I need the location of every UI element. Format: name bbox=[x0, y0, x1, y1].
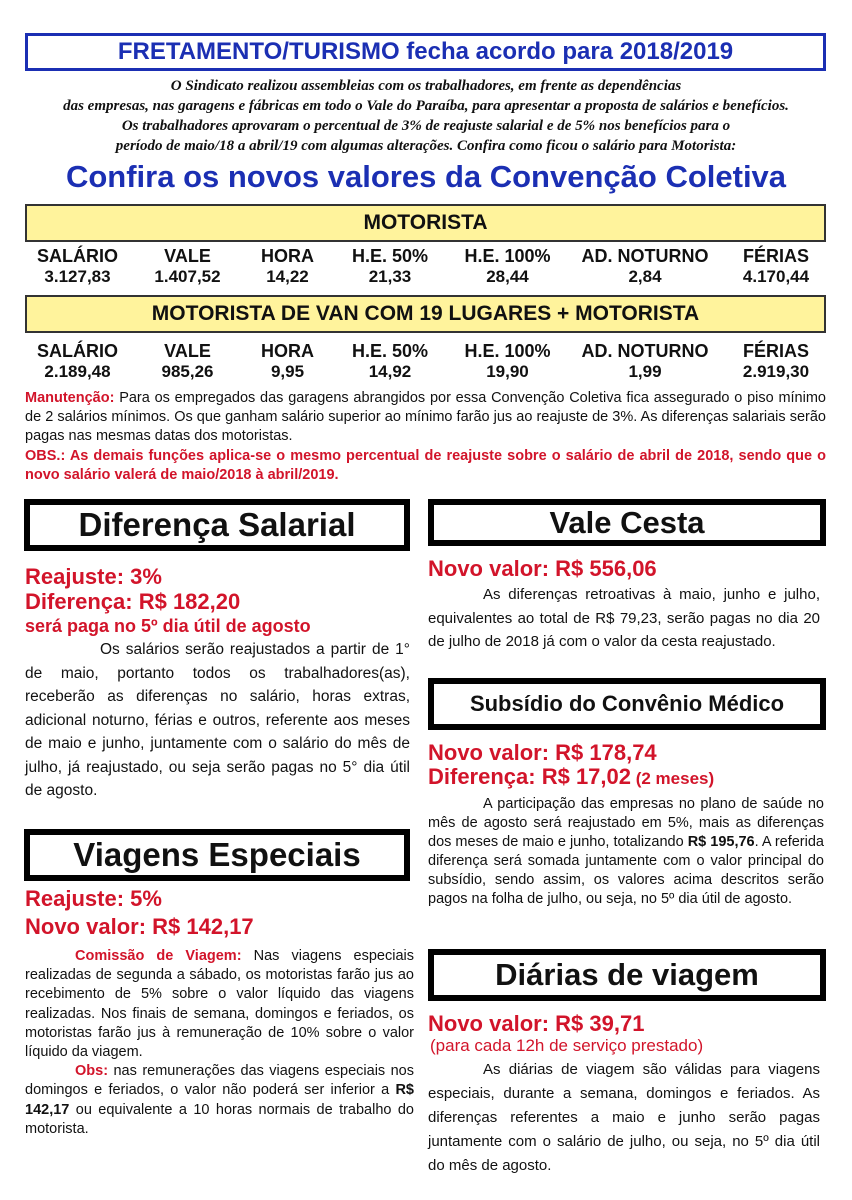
col-header: H.E. 100% bbox=[464, 246, 551, 266]
medico-total: R$ 195,76 bbox=[687, 834, 755, 850]
col-header: FÉRIAS bbox=[742, 246, 809, 266]
table1-heading: MOTORISTA bbox=[25, 204, 826, 242]
comissao-text: Nas viagens especiais realizadas de segunda a sábado, os motoristas farão jus ao recebimento de 5% sobre o valor líquido das viagens realizadas. Nos finais de semana, domingos e feriados, os motoristas farão jus à remuneração de 10% sobre o valor líquido da viagem. bbox=[25, 948, 414, 1061]
col-value: 4.170,44 bbox=[742, 267, 810, 286]
comissao-paragraph bbox=[25, 947, 414, 1062]
diferenca-valor: Diferença: R$ 182,20 bbox=[25, 589, 241, 614]
intro-line: das empresas, nas garagens e fábricas em todo o Vale do Paraíba, para apresentar a proposta de salários e benefícios. bbox=[63, 98, 789, 114]
viagens-text bbox=[25, 947, 414, 1139]
col-header: AD. NOTURNO bbox=[581, 246, 709, 266]
col-value: 1.407,52 bbox=[154, 267, 221, 286]
col-value: 21,33 bbox=[368, 267, 412, 286]
diarias-heading: Diárias de viagem bbox=[428, 949, 826, 1001]
viagens-obs-paragraph bbox=[25, 1062, 414, 1139]
medico-text-start: A participação das empresas no plano de saúde no mês de agosto será reajustado em 5%, mais as diferenças dos meses de maio e junho, totalizando bbox=[428, 796, 824, 850]
intro-line: período de maio/18 a abril/19 com algumas alterações. Confira como ficou o salário para Motorista: bbox=[115, 138, 737, 154]
manutencao-label: Manutenção: bbox=[25, 390, 115, 406]
col-value: 19,90 bbox=[486, 362, 529, 381]
table2-heading: MOTORISTA DE VAN COM 19 LUGARES + MOTORISTA bbox=[25, 295, 826, 333]
diferenca-paga: será paga no 5º dia útil de agosto bbox=[25, 616, 311, 636]
diarias-text: As diárias de viagem são válidas para viagens especiais, durante a semana, domingos e feriados. As diferenças referentes a maio e junho serão pagas juntamente com o salário de julho, ou seja, no 5º dia útil do mês de agosto. bbox=[428, 1061, 820, 1174]
intro-paragraph bbox=[20, 76, 832, 156]
viagens-obs-label: Obs: bbox=[75, 1063, 109, 1080]
table2-values bbox=[20, 340, 832, 382]
col-value: 14,22 bbox=[266, 267, 309, 286]
viagens-obs-value: R$ 142,17 bbox=[25, 1082, 414, 1118]
col-value: 2,84 bbox=[628, 267, 662, 286]
diarias-sub: (para cada 12h de serviço prestado) bbox=[430, 1036, 704, 1055]
col-value: 28,44 bbox=[486, 267, 529, 286]
diarias-novo-valor: Novo valor: R$ 39,71 bbox=[428, 1011, 645, 1036]
col-value: 9,95 bbox=[270, 362, 305, 381]
cesta-heading: Vale Cesta bbox=[428, 499, 826, 546]
medico-meses: (2 meses) bbox=[631, 769, 715, 788]
diferenca-heading: Diferença Salarial bbox=[24, 499, 410, 551]
col-header: SALÁRIO bbox=[37, 341, 118, 361]
medico-text-end: . A referida diferença será somada juntamente com o valor principal do subsídio, sendo assim, os valores acima descritos serão pagos na folha de julho, ou seja, no 5º dia útil de agosto. bbox=[428, 834, 824, 907]
col-value: 985,26 bbox=[161, 362, 214, 381]
page-title: FRETAMENTO/TURISMO fecha acordo para 2018/2019 bbox=[117, 38, 734, 65]
medico-diferenca bbox=[428, 764, 714, 792]
diferenca-text: Os salários serão reajustados a partir de 1° de maio, portanto todos os trabalhadores(as), receberão as diferenças no salário, horas extras, adicional noturno, férias e outros, referente aos meses de maio e junho, juntamente com o salário do mês de julho, já reajustado, ou seja serão pagas no 5° dia útil de agosto. bbox=[25, 641, 410, 799]
manutencao-text: Para os empregados das garagens abrangidos por essa Convenção Coletiva fica assegurado o piso mínimo de 2 salários mínimos. Os que ganham salário superior ao mínimo farão jus ao reajuste de 3%. As diferenças salariais serão pagas nas mesmas datas dos motoristas. bbox=[25, 390, 826, 444]
viagens-reajuste: Reajuste: 5% bbox=[25, 886, 162, 911]
col-value: 2.189,48 bbox=[44, 362, 111, 381]
col-header: VALE bbox=[164, 341, 211, 361]
title-banner bbox=[25, 33, 826, 71]
medico-novo-valor: Novo valor: R$ 178,74 bbox=[428, 740, 657, 765]
intro-line: O Sindicato realizou assembleias com os trabalhadores, em frente as dependências bbox=[170, 78, 682, 94]
table1-values bbox=[20, 245, 832, 287]
col-header: SALÁRIO bbox=[37, 246, 118, 266]
col-value: 1,99 bbox=[628, 362, 662, 381]
comissao-label: Comissão de Viagem: bbox=[75, 948, 242, 964]
viagens-obs-text-end: ou equivalente a 10 horas normais de trabalho do motorista. bbox=[25, 1101, 414, 1137]
manutencao-paragraph bbox=[25, 389, 826, 446]
col-header: AD. NOTURNO bbox=[581, 341, 709, 361]
obs-paragraph: OBS.: As demais funções aplica-se o mesmo percentual de reajuste sobre o salário de abril de 2018, sendo que o novo salário valerá de maio/2018 à abril/2019. bbox=[25, 448, 826, 483]
cesta-text: As diferenças retroativas à maio, junho e julho, equivalentes ao total de R$ 79,23, serão pagas no dia 20 de julho de 2018 já com o valor da cesta reajustado. bbox=[428, 586, 820, 650]
medico-text bbox=[428, 795, 824, 909]
col-value: 3.127,83 bbox=[44, 267, 111, 286]
col-header: HORA bbox=[261, 341, 314, 361]
medico-heading: Subsídio do Convênio Médico bbox=[428, 678, 826, 730]
col-value: 2.919,30 bbox=[742, 362, 810, 381]
subtitle: Confira os novos valores da Convenção Coletiva bbox=[65, 159, 787, 194]
medico-diferenca-valor: Diferença: R$ 17,02 bbox=[428, 764, 631, 789]
col-header: HORA bbox=[261, 246, 314, 266]
col-header: H.E. 100% bbox=[464, 341, 551, 361]
viagens-heading: Viagens Especiais bbox=[24, 829, 410, 881]
col-header: H.E. 50% bbox=[351, 246, 429, 266]
viagens-novo-valor: Novo valor: R$ 142,17 bbox=[25, 914, 254, 939]
col-header: VALE bbox=[164, 246, 211, 266]
viagens-obs-text: nas remunerações das viagens especiais nos domingos e feriados, o valor não poderá ser inferior a bbox=[25, 1063, 414, 1099]
col-header: FÉRIAS bbox=[742, 341, 809, 361]
col-value: 14,92 bbox=[368, 362, 412, 381]
cesta-novo-valor: Novo valor: R$ 556,06 bbox=[428, 556, 657, 581]
intro-line: Os trabalhadores aprovaram o percentual de 3% de reajuste salarial e de 5% nos benefícios para o bbox=[121, 118, 731, 134]
diferenca-reajuste: Reajuste: 3% bbox=[25, 564, 162, 589]
col-header: H.E. 50% bbox=[351, 341, 429, 361]
